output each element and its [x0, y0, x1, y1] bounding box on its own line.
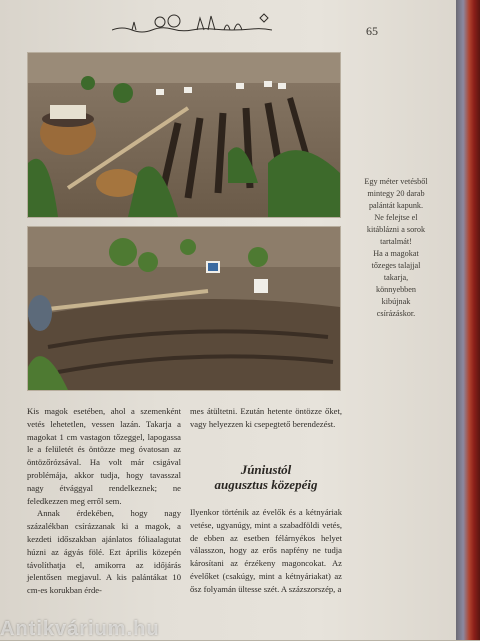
- watermark: Antikvárium.hu: [0, 618, 160, 640]
- decorative-border-illustration: [112, 12, 272, 34]
- page-number: 65: [366, 24, 378, 38]
- photo-caption: Egy méter vetésből mintegy 20 darab palántát kapunk. Ne felejtse el kitáblázni a sorok tartalmát! Ha a magokat tőzeges talajjal takarja, könnyebben kibújnak csírázáskor.: [364, 177, 428, 318]
- paragraph: Ilyenkor történik az évelők és a kétnyáriak vetése, ugyanúgy, mint a szabadföldi vetés, de ebben az esetben félárnyékos helyet válasszon, hogy az erős napfény ne tudja károsítani az érzékeny magoncokat. Az évelőket (csakúgy, mint a kétnyáriakat) az ősz folyamán ültesse szét. A százszorszép, a: [190, 507, 342, 594]
- text-column-right-top: [190, 405, 342, 431]
- paragraph: Annak érdekében, hogy nagy százalékban csírázzanak ki a magok, a kezdeti időszakban ajánlatos fóliaalagutat húzni az ágyás fölé. Ezt április közepén távolíthatja el, amikorra az időjárás jelentősen megjavul. A kis palántákat 10 cm-es korukban érde-: [27, 508, 181, 596]
- text-column-left: [27, 405, 181, 597]
- text-column-right-bottom: [190, 506, 342, 596]
- paragraph: Kis magok esetében, ahol a szemenként vetés lehetetlen, vessen lazán. Takarja a magokat 1 cm vastagon tőzeggel, lapogassa le a felületét és öntözze meg óvatosan az öntözőrózsával. Ha volt már csigával problémája, akkor tudja, hogy tavasszal nagy étvággyal rendelkeznek; ne feledkezzen meg erről sem.: [27, 406, 181, 506]
- book-cover-edge: [456, 0, 480, 640]
- section-heading: Júniustól augusztus közepéig: [214, 462, 318, 492]
- paragraph: mes átültetni. Ezután hetente öntözze őket, vagy helyezzen ki csepegtető berendezést.: [190, 406, 342, 429]
- garden-photo-top: [27, 52, 341, 218]
- garden-photo-bottom: [27, 226, 341, 391]
